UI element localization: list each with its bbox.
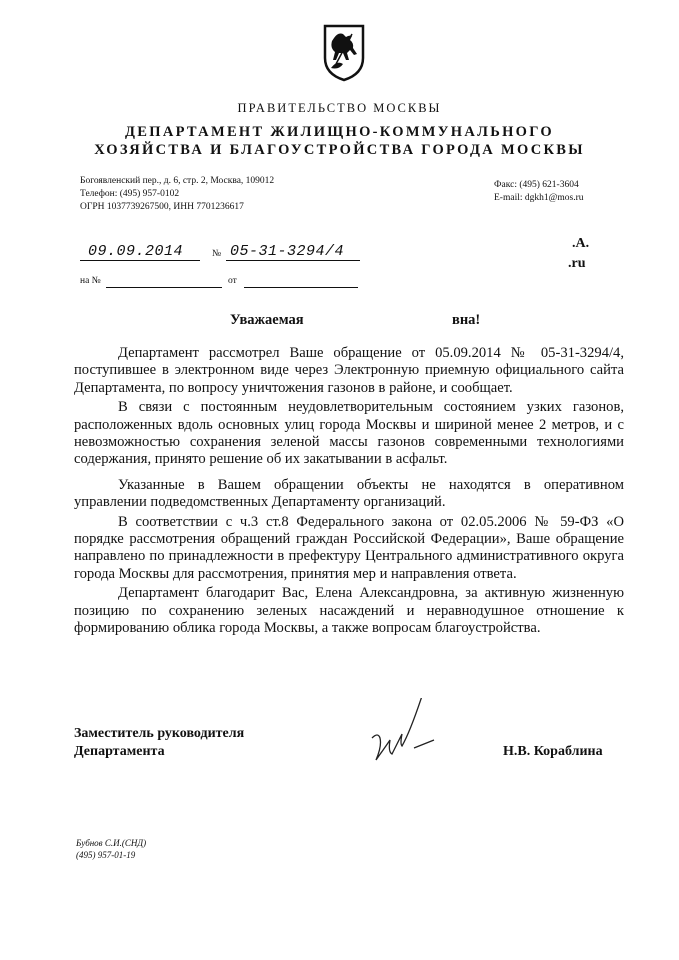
salutation-left: Уважаемая — [230, 312, 304, 328]
registration-date: 09.09.2014 — [80, 243, 200, 261]
email: E-mail: dgkh1@mos.ru — [494, 193, 584, 203]
ref-label: на № — [80, 276, 101, 286]
ogrn-inn: ОГРН 1037739267500, ИНН 7701236617 — [80, 202, 244, 212]
paragraph-2: В связи с постоянным неудовлетворительным состоянием узких газонов, расположенных вдоль основных улиц города Москвы и шириной менее 2 метров, и с невозможностью сохранения зеленой массы газонов современными технологиями содержания, принято решение об их закатывании в асфальт. — [74, 399, 624, 468]
address: Богоявленский пер., д. 6, стр. 2, Москва, 109012 — [80, 176, 275, 186]
signer-position-line1: Заместитель руководителя — [74, 726, 245, 741]
department-title — [0, 123, 679, 159]
department-title-line2: ХОЗЯЙСТВА И БЛАГОУСТРОЙСТВА ГОРОДА МОСКВЫ — [94, 142, 585, 158]
letter-body — [74, 345, 624, 638]
department-title-line1: ДЕПАРТАМЕНТ ЖИЛИЩНО-КОММУНАЛЬНОГО — [125, 124, 554, 140]
phone: Телефон: (495) 957-0102 — [80, 189, 180, 199]
recipient-email: .ru — [568, 256, 586, 271]
paragraph-4: В соответствии с ч.3 ст.8 Федерального закона от 02.05.2006 № 59-ФЗ «О порядке рассмотрения обращений граждан Российской Федерации», Ваше обращение направлено по принадлежности в префектуру Центрального административного округа города Москвы для рассмотрения, принятия мер и направления ответа. — [74, 513, 624, 582]
ref-date-line — [244, 287, 358, 288]
handwritten-signature — [368, 698, 440, 770]
fax: Факс: (495) 621-3604 — [494, 180, 579, 190]
signer-position — [74, 725, 244, 761]
paragraph-5: Департамент благодарит Вас, Елена Александровна, за активную жизненную позицию по сохранению зеленых насаждений и неравнодушное отношение к формированию облика города Москвы, а также вопросам благоустройства. — [74, 585, 624, 637]
recipient-name: .А. — [572, 236, 590, 251]
contact-block — [494, 179, 584, 205]
paragraph-3: Указанные в Вашем обращении объекты не находятся в оперативном управлении подведомственных Департаменту организаций. — [74, 476, 624, 511]
address-block — [80, 175, 274, 214]
executor-name: Бубнов С.И.(СНД) — [76, 838, 147, 848]
signer-position-line2: Департамента — [74, 744, 165, 759]
executor-info — [76, 837, 146, 861]
executor-phone: (495) 957-01-19 — [76, 850, 136, 860]
paragraph-1: Департамент рассмотрел Ваше обращение от 05.09.2014 № 05-31-3294/4, поступившее в электронном виде через Электронную приемную официального сайта Департамента, по вопросу уничтожения газонов в районе, и сообщает. — [74, 345, 624, 396]
salutation-right: вна! — [452, 312, 481, 328]
ref-number-line — [106, 287, 222, 288]
government-title: ПРАВИТЕЛЬСТВО МОСКВЫ — [237, 101, 442, 115]
registration-number: 05-31-3294/4 — [226, 243, 360, 261]
from-label: от — [228, 276, 237, 286]
moscow-coat-of-arms-icon — [322, 24, 366, 82]
number-sign: № — [212, 249, 222, 259]
signer-name: Н.В. Кораблина — [503, 744, 603, 759]
